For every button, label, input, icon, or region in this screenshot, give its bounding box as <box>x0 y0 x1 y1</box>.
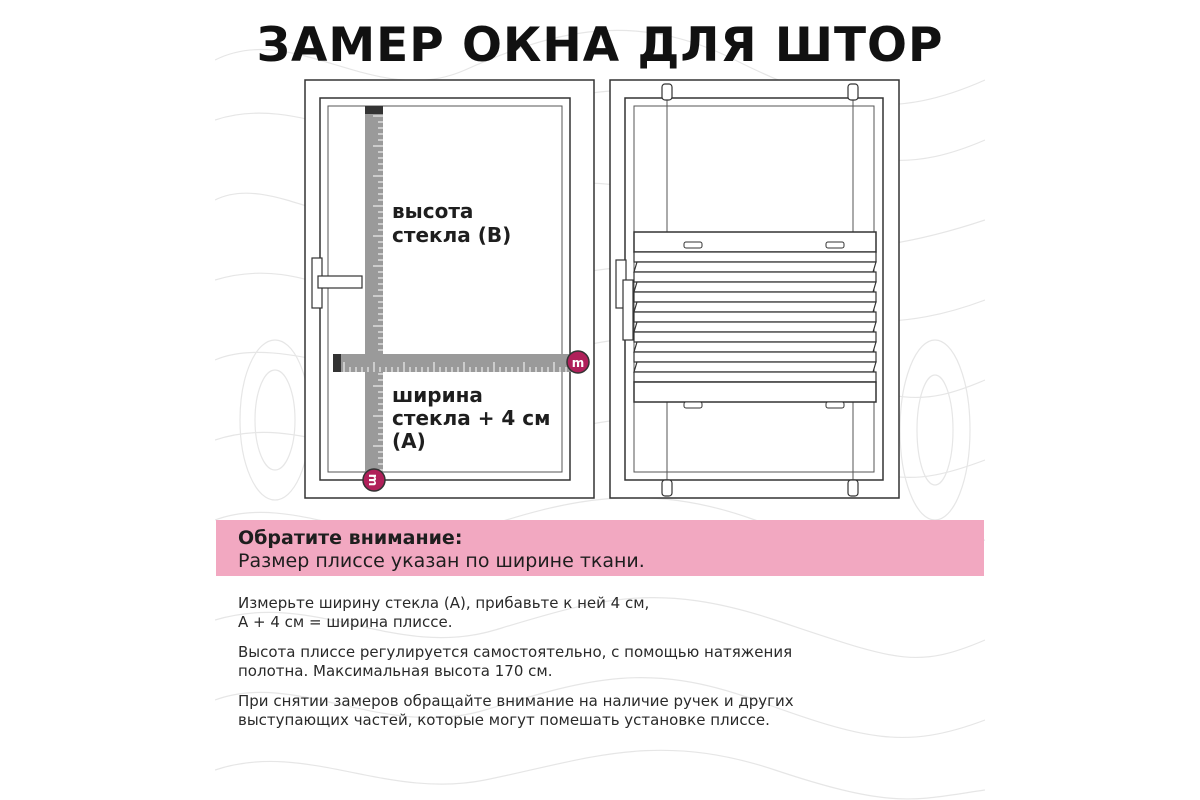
instruction-paragraph-1: Измерьте ширину стекла (А), прибавьте к ней 4 см, А + 4 см = ширина плиссе. <box>238 594 650 631</box>
blind-pleat <box>634 372 876 382</box>
notice-heading: Обратите внимание: <box>238 527 463 549</box>
blind-pleat <box>634 352 876 362</box>
blind-pleat <box>634 332 876 342</box>
left-window <box>305 80 594 498</box>
blind-pleat <box>634 292 876 302</box>
notice-text: Размер плиссе указан по ширине ткани. <box>238 550 645 572</box>
tape-badge-right <box>567 351 589 373</box>
blind-pleat <box>634 262 876 272</box>
pleated-blind-icon <box>634 232 876 408</box>
blind-pleat <box>634 322 876 332</box>
svg-text:m: m <box>571 356 585 370</box>
blind-pleat <box>634 282 876 292</box>
window-measurement-diagram <box>290 70 920 510</box>
page-title: ЗАМЕР ОКНА ДЛЯ ШТОР <box>256 18 944 73</box>
blind-bottom-rail <box>634 382 876 402</box>
instruction-paragraph-2: Высота плиссе регулируется самостоятельно, с помощью натяжения полотна. Максимальная высота 170 см. <box>238 643 793 680</box>
width-label-line2: стекла + 4 см <box>392 406 551 430</box>
instruction-paragraph-3: При снятии замеров обращайте внимание на наличие ручек и других выступающих частей, которые могут помешать установке плиссе. <box>238 692 794 729</box>
tape-start-cap <box>365 106 383 114</box>
blind-pleat <box>634 312 876 322</box>
blind-pleat <box>634 252 876 262</box>
blind-pleat <box>634 342 876 352</box>
blind-pleats <box>634 252 876 382</box>
width-label-line1: ширина <box>392 383 483 407</box>
horizontal-tape <box>333 354 578 372</box>
vertical-tape <box>365 106 383 479</box>
tape-badge-bottom <box>363 469 385 491</box>
height-label-line1: высота <box>392 199 474 223</box>
tape-horizontal-cap <box>333 354 341 372</box>
height-label-line2: стекла (В) <box>392 223 512 247</box>
svg-text:m: m <box>366 473 380 487</box>
width-label-line3: (А) <box>392 429 426 453</box>
blind-pleat <box>634 362 876 372</box>
blind-pleat <box>634 272 876 282</box>
blind-pleat <box>634 302 876 312</box>
right-window <box>610 80 899 498</box>
notice-banner <box>216 520 984 576</box>
